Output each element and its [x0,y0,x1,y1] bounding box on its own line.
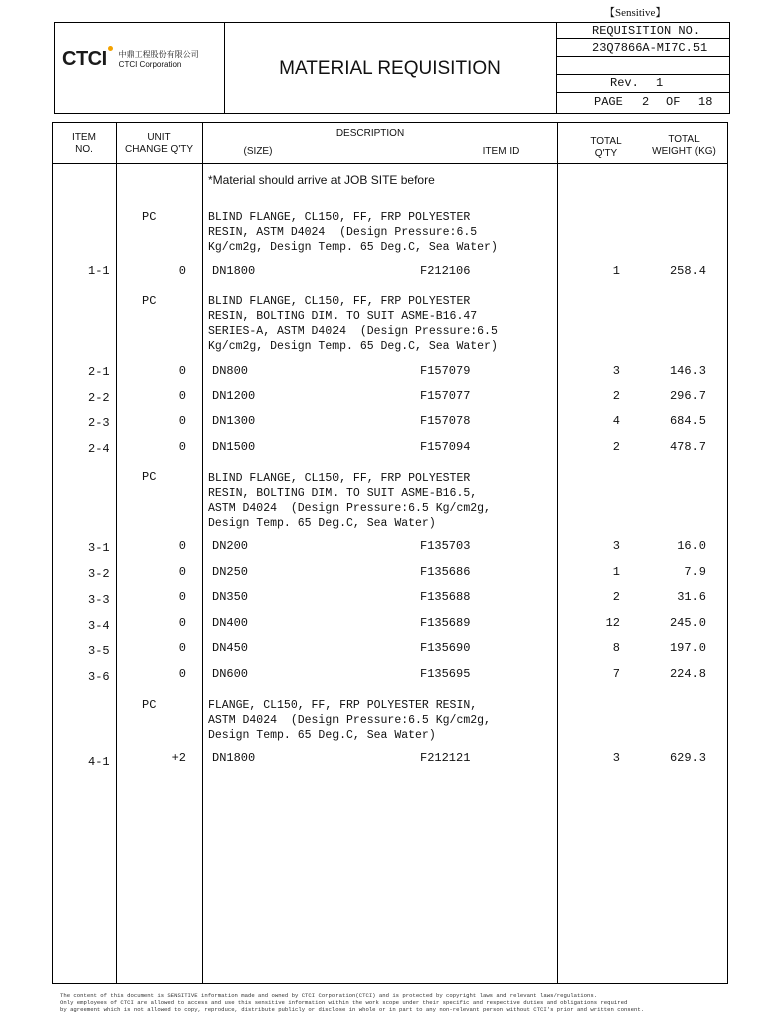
item-id: F135689 [420,616,471,630]
total-weight: 684.5 [669,414,706,428]
total-qty: 8 [612,641,620,655]
total-weight: 224.8 [669,667,706,681]
header-row-line [556,56,730,57]
item-description: BLIND FLANGE, CL150, FF, FRP POLYESTER RESIN, BOLTING DIM. TO SUIT ASME-B16.47 SERIES-A, ASTM D4024 (Design Pressure:6.5 Kg/cm2g, Design Temp. 65 Deg.C, Sea Water) [208,295,498,353]
unit-label: PC [142,698,157,712]
item-id: F212121 [420,751,471,765]
total-qty: 2 [612,389,620,403]
item-description: BLIND FLANGE, CL150, FF, FRP POLYESTER RESIN, ASTM D4024 (Design Pressure:6.5 Kg/cm2g, Design Temp. 65 Deg.C, Sea Water) [208,211,498,254]
company-name [119,50,199,70]
item-number: 2-4 [88,442,110,456]
total-qty: 12 [605,616,620,630]
total-weight: 629.3 [669,751,706,765]
change-qty: 0 [178,440,186,454]
item-size: DN400 [212,616,249,630]
item-size: DN1500 [212,440,256,454]
total-weight: 31.6 [677,590,706,604]
item-size: DN450 [212,641,249,655]
item-number: 4-1 [88,755,110,769]
header-divider [556,22,557,114]
item-id: F135703 [420,539,471,553]
total-qty: 3 [612,364,620,378]
item-number: 2-2 [88,391,110,405]
total-weight: 16.0 [677,539,706,553]
total-weight: 296.7 [669,389,706,403]
item-description: FLANGE, CL150, FF, FRP POLYESTER RESIN, ASTM D4024 (Design Pressure:6.5 Kg/cm2g, Design Temp. 65 Deg.C, Sea Water) [208,699,491,742]
col-item-no: ITEM NO. [72,132,96,155]
table-column-line [116,122,117,984]
header-row-line [556,38,730,39]
item-size: DN1200 [212,389,256,403]
unit-label: PC [142,294,157,308]
change-qty: 0 [178,616,186,630]
item-number: 3-2 [88,567,110,581]
total-qty: 4 [612,414,620,428]
item-id: F157078 [420,414,471,428]
total-qty: 2 [612,440,620,454]
item-number: 2-1 [88,365,110,379]
requisition-label: REQUISITION NO. [592,24,701,38]
page-title: MATERIAL REQUISITION [279,58,501,79]
col-item-id: ITEM ID [482,146,520,157]
page-total: 18 [698,95,713,109]
item-number: 3-5 [88,644,110,658]
item-size: DN600 [212,667,249,681]
header-divider [224,22,225,114]
total-qty: 1 [612,264,620,278]
change-qty: +2 [171,751,186,765]
header-row-line [556,92,730,93]
requisition-number: 23Q7866A-MI7C.51 [592,41,708,55]
header-row-line [556,74,730,75]
item-id: F135688 [420,590,471,604]
item-size: DN1800 [212,264,256,278]
table-header-line [52,163,728,164]
item-id: F135690 [420,641,471,655]
total-weight: 146.3 [669,364,706,378]
item-size: DN350 [212,590,249,604]
total-qty: 7 [612,667,620,681]
table-column-line [557,122,558,984]
of-label: OF [666,95,681,109]
total-weight: 478.7 [669,440,706,454]
item-id: F135686 [420,565,471,579]
change-qty: 0 [178,264,186,278]
item-number: 2-3 [88,416,110,430]
company-name-cn: 中鼎工程股份有限公司 [118,49,199,59]
table-column-line [202,122,203,984]
item-number: 1-1 [88,264,110,278]
col-description: DESCRIPTION [335,128,405,139]
unit-label: PC [142,470,157,484]
total-qty: 3 [612,751,620,765]
page-label: PAGE [594,95,623,109]
item-size: DN250 [212,565,249,579]
change-qty: 0 [178,414,186,428]
item-number: 3-1 [88,541,110,555]
col-total-qty: TOTAL Q'TY [590,136,622,159]
change-qty: 0 [178,641,186,655]
col-total-weight: TOTAL WEIGHT (KG) [652,134,716,157]
rev-value: 1 [656,76,664,90]
company-logo [62,48,199,71]
item-description: BLIND FLANGE, CL150, FF, FRP POLYESTER RESIN, BOLTING DIM. TO SUIT ASME-B16.5, ASTM D4024 (Design Pressure:6.5 Kg/cm2g, Design Temp. 65 Deg.C, Sea Water) [208,472,491,530]
change-qty: 0 [178,590,186,604]
total-qty: 2 [612,590,620,604]
sensitivity-label: 【Sensitive】 [604,7,667,19]
total-weight: 7.9 [684,565,706,579]
change-qty: 0 [178,539,186,553]
item-id: F212106 [420,264,471,278]
total-weight: 197.0 [669,641,706,655]
item-id: F157077 [420,389,471,403]
item-size: DN200 [212,539,249,553]
item-size: DN800 [212,364,249,378]
item-size: DN1800 [212,751,256,765]
total-weight: 258.4 [669,264,706,278]
total-qty: 3 [612,539,620,553]
item-number: 3-4 [88,619,110,633]
company-name-en: CTCI Corporation [118,59,182,69]
total-weight: 245.0 [669,616,706,630]
total-qty: 1 [612,565,620,579]
item-number: 3-6 [88,670,110,684]
page-number: 2 [642,95,650,109]
ctci-logo-mark: CTCI [62,48,107,71]
item-size: DN1300 [212,414,256,428]
rev-label: Rev. [610,76,639,90]
unit-label: PC [142,210,157,224]
change-qty: 0 [178,364,186,378]
item-id: F157079 [420,364,471,378]
col-unit-change: UNIT CHANGE Q'TY [124,132,194,155]
item-number: 3-3 [88,593,110,607]
change-qty: 0 [178,667,186,681]
change-qty: 0 [178,565,186,579]
change-qty: 0 [178,389,186,403]
arrival-note: *Material should arrive at JOB SITE before [208,173,435,187]
col-size: (SIZE) [243,146,273,157]
item-id: F135695 [420,667,471,681]
confidentiality-notice: The content of this document is SENSITIVE information made and owned by CTCI Corporation(CTCI) and is protected by copyright laws and relevant laws/regulations. Only employees of CTCI are allowed to access and use this sensitive information within the work scope under their specific and respective duties and obligations required by agreement which is not allowed to copy, reproduce, distribute publicly or disclose in whole or in part to any non-relevant person without CTCI's prior and written consent. [60,992,645,1013]
item-id: F157094 [420,440,471,454]
